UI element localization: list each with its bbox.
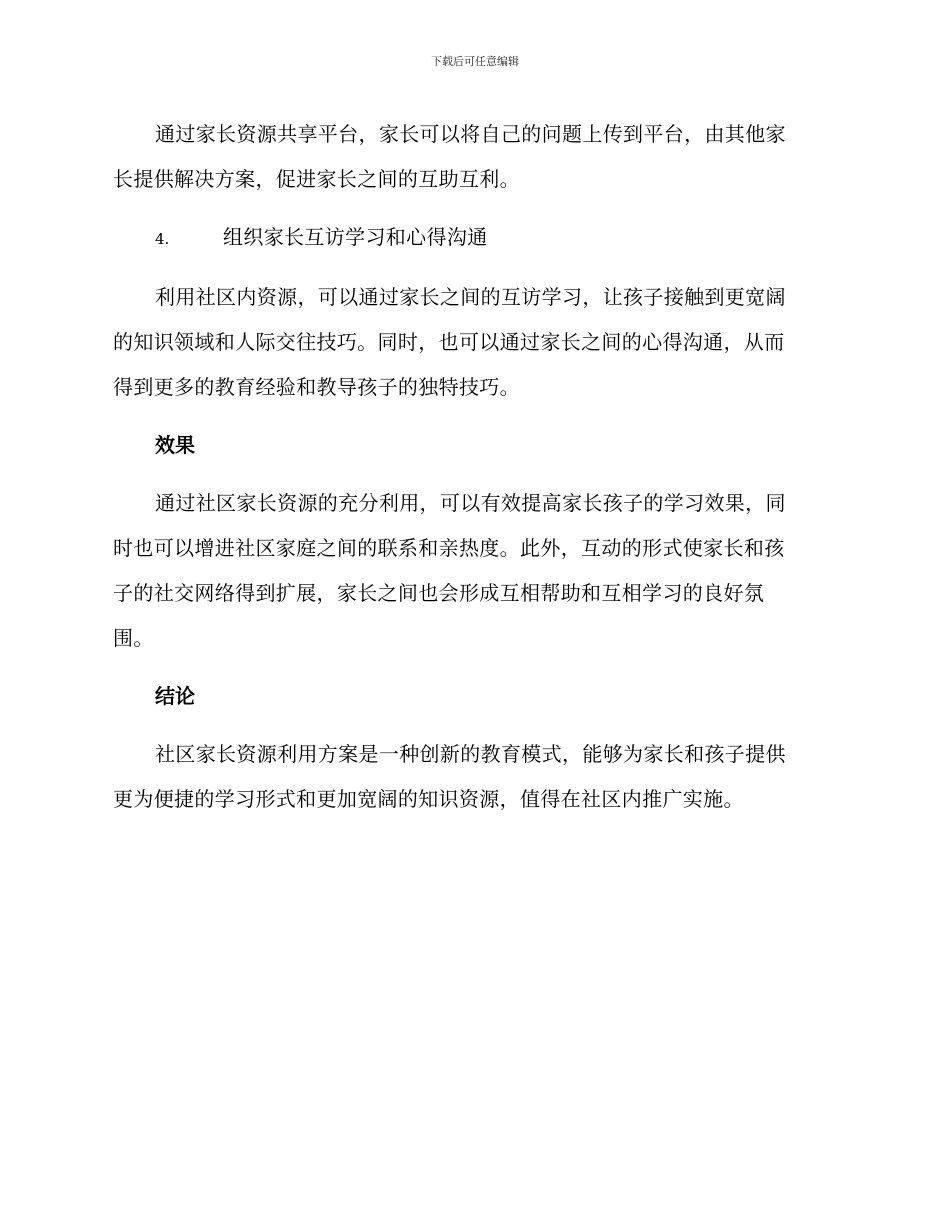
spacer <box>113 410 838 423</box>
paragraph-line: 长提供解决方案，促进家长之间的互助互利。 <box>113 167 520 191</box>
paragraph-line: 的知识领域和人际交往技巧。同时，也可以通过家长之间的心得沟通，从而 <box>113 330 785 354</box>
paragraph-platform-sharing <box>113 112 838 202</box>
paragraph-line: 子的社交网络得到扩展，家长之间也会形成互相帮助和互相学习的良好氛 <box>113 581 765 605</box>
paragraph-line: 得到更多的教育经验和教导孩子的独特技巧。 <box>113 375 520 399</box>
document-content <box>113 112 838 822</box>
paragraph-community-resources <box>113 275 838 410</box>
spacer <box>113 468 838 481</box>
list-item-text: 组织家长互访学习和心得沟通 <box>223 225 488 249</box>
paragraph-line: 通过家长资源共享平台，家长可以将自己的问题上传到平台，由其他家 <box>155 122 786 146</box>
paragraph-line: 时也可以增进社区家庭之间的联系和亲热度。此外，互动的形式使家长和孩 <box>113 536 785 560</box>
spacer <box>113 661 838 674</box>
list-number: 4. <box>155 230 170 248</box>
list-item-4 <box>113 215 838 262</box>
spacer <box>113 202 838 215</box>
section-heading-conclusion: 结论 <box>155 684 195 708</box>
paragraph-line: 围。 <box>113 626 154 650</box>
paragraph-line: 社区家长资源利用方案是一种创新的教育模式，能够为家长和孩子提供 <box>155 742 786 766</box>
paragraph-conclusion <box>113 732 838 822</box>
paragraph-effect <box>113 481 838 661</box>
page-header: 下载后可任意编辑 <box>431 55 519 68</box>
spacer <box>113 719 838 732</box>
paragraph-line: 利用社区内资源，可以通过家长之间的互访学习，让孩子接触到更宽阔 <box>155 285 786 309</box>
paragraph-line: 通过社区家长资源的充分利用，可以有效提高家长孩子的学习效果，同 <box>155 491 786 515</box>
spacer <box>113 262 838 275</box>
paragraph-line: 更为便捷的学习形式和更加宽阔的知识资源，值得在社区内推广实施。 <box>113 787 744 811</box>
section-heading-effect: 效果 <box>155 433 195 457</box>
